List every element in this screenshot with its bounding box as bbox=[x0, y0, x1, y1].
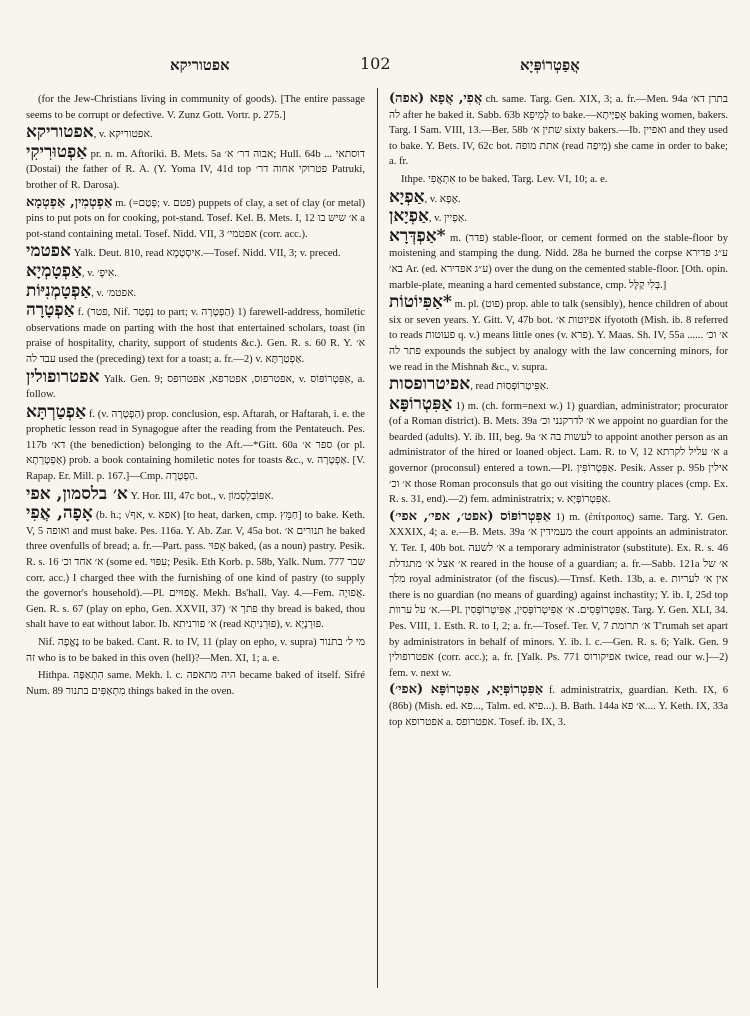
entry-headword: אפיטרופסות bbox=[389, 374, 471, 395]
dictionary-entry bbox=[26, 122, 365, 143]
right-column bbox=[389, 92, 728, 992]
entry-headword: אַפְטָמְנִיּוֹת bbox=[26, 280, 92, 301]
entry-text: f. administratrix, guardian. Keth. IX, 6 (86b) (Mish. ed. פא..., Talm. ed. פיא...). B. Bath. 144a א׳ פא.... Y. Keth. IX, 33a top אפטרופא a. אפטרופס. Tosef. ib. IX, 3. bbox=[389, 685, 728, 728]
entry-headword: אַפִּטְרוֹפָּא bbox=[389, 393, 453, 414]
entry-text: Yalk. Gen. 9; אפטרפוס, אפטרפא, אפטרופס, v. אַפִּטְרוֹפּוֹס, a. follow. bbox=[26, 373, 365, 401]
dictionary-entry bbox=[26, 280, 365, 302]
entry-text: m. pl. (פוט) prop. able to talk (sensibly), hence children of about six or seven years. Y. Gitt. V, 47b bot. אפיוטות א׳ ifyototh (Mish. ib. 8 referred to reads פעוטות q. v.) means little ones (v. פרא). Y. Maas. Sh. IV, 55a א׳ וכ׳ ...... פתר לה expounds the subject by analogy with the law concerning minors, for we read in the Mishnah &c., v. supra. bbox=[389, 299, 728, 373]
dictionary-entry bbox=[26, 401, 365, 485]
entry-text: Ithpe. אִתְאֲפִי to be baked. Targ. Lev. VI, 10; a. e. bbox=[401, 173, 608, 185]
entry-text: 1) m. (ch. form=next w.) 1) guardian, administrator; procurator (of a Roman district). B. Mets. 39a א׳ לדרקנני וכ׳ we appoint no guardian for the bearded (adults). Y. ib. III, beg. 9a לעשות בה א׳ to appoint another person as an administrator of the hired or loaned object. Lam. R. to V, 12 א׳ עליל לקרתא a governor (proconsul) entered a town.—Pl. אַפִּטְרוֹפִּין. Pesik. Asser p. 95b אילין א׳ וכ׳ those Roman proconsuls that go out visiting the country places (cmp. Ex. R. s. 31, end).—2) fem. administratrix; v. אַפִּטְרוֹפְּיָא. bbox=[389, 400, 728, 506]
entry-text: f. (v. הַפְטָרָה) prop. conclusion, esp. Aftarah, or Haftarah, i. e. the prophetic lesson read in Synagogue after the reading from the Pentateuch. Pes. 117b דא׳ (the benediction) belonging to the Aft.—*Gitt. 60a ספר א׳ (or pl. אַפְטָרְתָא) prob. a book containing homiletic notes for toasts &c., v. אַפְטָרָה. [V. Rapap. Er. Mill. p. 167.]—Cmp. הַפְטָרָה. bbox=[26, 408, 365, 483]
dictionary-entry bbox=[389, 92, 728, 170]
entry-text: , v. אִיפְ׳. bbox=[81, 267, 117, 279]
dictionary-entry bbox=[389, 374, 728, 395]
entry-headword: אַפְטָמְיָא bbox=[26, 260, 82, 281]
entry-headword: אפטרופולין bbox=[26, 366, 100, 387]
entry-text: (for the Jew-Christians living in community of goods). [The entire passage seems to be corrupt or defective. V. Zunz Gott. Vortr. p. 275.] bbox=[26, 94, 365, 121]
dictionary-entry bbox=[26, 503, 365, 633]
entry-text: ch. same. Targ. Gen. XIX, 3; a. fr.—Men. 94a בתרן דא׳ לה after he baked it. Sabb. 63b לְמֵיפֵא to bake.—אָפַיָּיתָא baking women, bakers. Targ. I Sam. VIII, 13.—Ber. 58b שתין א׳ sixty bakers.—Ib. ואפיין and they used to bake. Y. Bets. IV, 62c bot. אתת מופה (read מְיפַה) she came in order to bake; a. fr. bbox=[389, 94, 728, 168]
entry-text: , v. אֶפָא. bbox=[424, 193, 461, 205]
dictionary-entry bbox=[26, 241, 365, 262]
dictionary-entry bbox=[389, 225, 728, 293]
dictionary-entry bbox=[26, 196, 365, 243]
entry-headword: אָפָה, אֲפִי bbox=[26, 503, 93, 524]
dictionary-entry bbox=[389, 683, 728, 730]
entry-headword: אַפִּטְרוֹפּוֹס (אפט׳, אפי׳, אפי׳) bbox=[389, 508, 551, 524]
page-number: 102 bbox=[360, 54, 391, 73]
entry-text: Y. Hor. III, 47c bot., v. אִפּוֹבַּלְסָמוֹן. bbox=[127, 490, 274, 502]
entry-headword: אפטמי bbox=[26, 241, 71, 262]
dictionary-entry bbox=[26, 141, 365, 194]
left-column bbox=[26, 92, 365, 992]
entry-text: m. (פדר) stable-floor, or cement formed on the stable-floor by moistening and stamping the dung. Nidd. 28a he burned the corpse ע״ג פדירא בא׳ Ar. (ed. ע״ג אפדירא) over the dung on the cemented stable-floor. [Oth. opin. marble-plate, meaning a hard cemented substance, cmp. בְּלִי קַלָּל.] bbox=[389, 232, 728, 291]
entry-text: Yalk. Deut. 810, read אִיסְטְמָא.—Tosef. Nidd. VII, 3; v. preced. bbox=[70, 248, 341, 260]
entry-text: f. (פטר, Nif. נִפְטַר to part; v. הַפְטָרָה) 1) farewell-address, homiletic observations made on parting with the host that entertained scholars, toast (in praise of hospitality, charity, support of students &c.). Gen. R. s. 60 R. Y. א׳ עבד לה used the (preceding) text for a toast; a. fr.—2) v. אַפְטַרְתָּא. bbox=[26, 307, 365, 365]
entry-text: Nif. נֶאֱפָה to be baked. Cant. R. to IV, 11 (play on epho, v. supra) מי ל׳ בתנור זה who is to be baked in this oven (hell)?—Men. XI, 1; a. e. bbox=[26, 637, 365, 664]
dictionary-entry bbox=[26, 260, 365, 282]
dictionary-entry bbox=[26, 300, 365, 367]
dictionary-entry bbox=[389, 393, 728, 508]
entry-text: m. (=פְּטַם; v. פטם) puppets of clay, a set of clay (or metal) pins to put pots on for cooking, pot-stand. Tosef. Kel. B. Mets. I, 12 א׳ שיש בו a pot-stand containing metal. Tosef. Nidd. VII, 3 אפטמי׳ (corr. acc.). bbox=[26, 197, 365, 240]
dictionary-entry bbox=[389, 206, 728, 227]
entry-text: , v. אפטמ׳. bbox=[91, 287, 137, 299]
entry-headword: א׳ בלסמון, אפי bbox=[26, 483, 128, 504]
entry-headword: אַפְטַרְתָּא bbox=[26, 401, 87, 422]
entry-text: Hithpa. הִתְאַפָּה same. Mekh. l. c. היה מתאפה became baked of itself. Sifré Num. 89 מִתְאַפִּים בתנור things baked in the oven. bbox=[26, 670, 365, 697]
entry-headword: *אַפִּיוֹטוֹת bbox=[389, 292, 452, 313]
entry-headword: אַפְיָא bbox=[389, 186, 425, 207]
entry-text: , read אַפִּיטְרוֹפְּסוּת. bbox=[470, 381, 549, 393]
entry-headword: אַפִּטְרוֹפְּיָא, אַפִּטְרוֹפָּא (אפי׳) bbox=[389, 682, 544, 698]
entry-headword: *אַפְדְּרָא bbox=[389, 225, 446, 246]
dictionary-entry bbox=[389, 186, 728, 208]
entry-text: (b. h.; √אף, v. אפא) [to heat, darken, cmp. חַמֵּץ] to bake. Keth. V, 5 ואופה and must bake. Pes. 116a. Y. Ab. Zar. V, 45a bot. תנורים א׳ he baked three ovenfulls of bread; a. fr.—Part. pass. אָפוּי baked, (as a noun) pastry. Pesik. R. s. 16 א׳ אחד וכ׳ (some ed. עִפּוּי; Pesik. Eth Korb. p. 58b, Yalk. Num. 777 שבר corr. acc.) I charged thee with the furnishing of one kind of pastry (to supply the governor's household).—Pl. אֲפוּיִים. Mekh. Bs'hall. Vay. 4.—Fem. אֲפוּיָה. Gen. R. s. 67 (play on epho, Gen. XXVII, 37) פתך א׳ thy bread is baked, thou shalt have to eat without labor. Ib. א׳ פורניתא (read פּוּרְנִיתָא), v. פּוּרְנָיָא. bbox=[26, 510, 365, 631]
entry-text: pr. n. m. Aftoriki. B. Mets. 5a אבוה דר׳ א׳; Hull. 64b ... דוסתאי (Dostai) the father of R. A. (Y. Yoma IV, 41d top פטרוקי אחוה דר׳ Patruki, brother of R. Darosa). bbox=[26, 148, 365, 191]
entry-headword: אֲפִי, אֲפָא (אפה) bbox=[389, 92, 483, 106]
right-running-head: אֲפַטְרוֹפְּיָא bbox=[520, 56, 580, 74]
entry-text: , v. אפטוריקא. bbox=[93, 129, 153, 141]
dictionary-entry bbox=[26, 635, 365, 666]
entry-text: , v. אַפְיין. bbox=[428, 213, 467, 225]
entry-text: 1) m. (ἐπίτροπος) same. Targ. Y. Gen. XXXIX, 4; a. e.—B. Mets. 39a מעמידין א׳ the court appoints an administrator. Y. Ter. I, 40b bot. א׳ לשעה a temporary administrator (substitute). Ex. R. s. 46 א׳ אצל א׳ מתגדלת reared in the house of a guardian; a. fr.—Sabb. 121a א׳ של מלך royal administrator (of the fiscus).—Trnsf. Keth. 13b, a. e. אין א׳ לעריות there is no guardian (no means of guarding) against inchastity; Y. ib. I, 25d top א׳ על ערוות.—Pl. אַפִּטְרוֹפְּסִים. א׳ אַפִּיטְרוֹפְּסִין, אַפִּיטְרוֹפְּסִין. Targ. Y. Gen. XLI, 34. Pes. VIII, 1. Esth. R. to I, 2; a. fr.—Tosef. Ter. V, 7 א׳ תרומת T'rumah set apart by administrators in behalf of minors. Y. ib. l. c.—Gen. R. s. 6; Yalk. Gen. 9 אפטרופולין (corr. acc.); a. fr. [Yalk. Ps. 771 אפיקורוס twice, read our w.]—2) fem. v. next w. bbox=[389, 511, 728, 679]
dictionary-entry bbox=[389, 172, 728, 188]
dictionary-entry bbox=[26, 366, 365, 403]
dictionary-entry bbox=[26, 668, 365, 699]
left-running-head: אפטוריקא bbox=[170, 56, 230, 74]
entry-headword: אַפְיָאן bbox=[389, 206, 429, 227]
entry-headword: אפטוריקא bbox=[26, 122, 94, 143]
dictionary-entry bbox=[389, 510, 728, 682]
dictionary-entry bbox=[389, 292, 728, 375]
entry-headword: אַפְטוּרִיקִי bbox=[26, 141, 88, 162]
dictionary-entry bbox=[26, 483, 365, 505]
entry-headword: אַפְטְמִין, אַפְטְמָא bbox=[26, 194, 113, 210]
page-header bbox=[0, 50, 750, 80]
entry-headword: אַפְטָרָה bbox=[26, 300, 75, 321]
dictionary-entry bbox=[26, 92, 365, 123]
column-divider bbox=[377, 88, 378, 988]
